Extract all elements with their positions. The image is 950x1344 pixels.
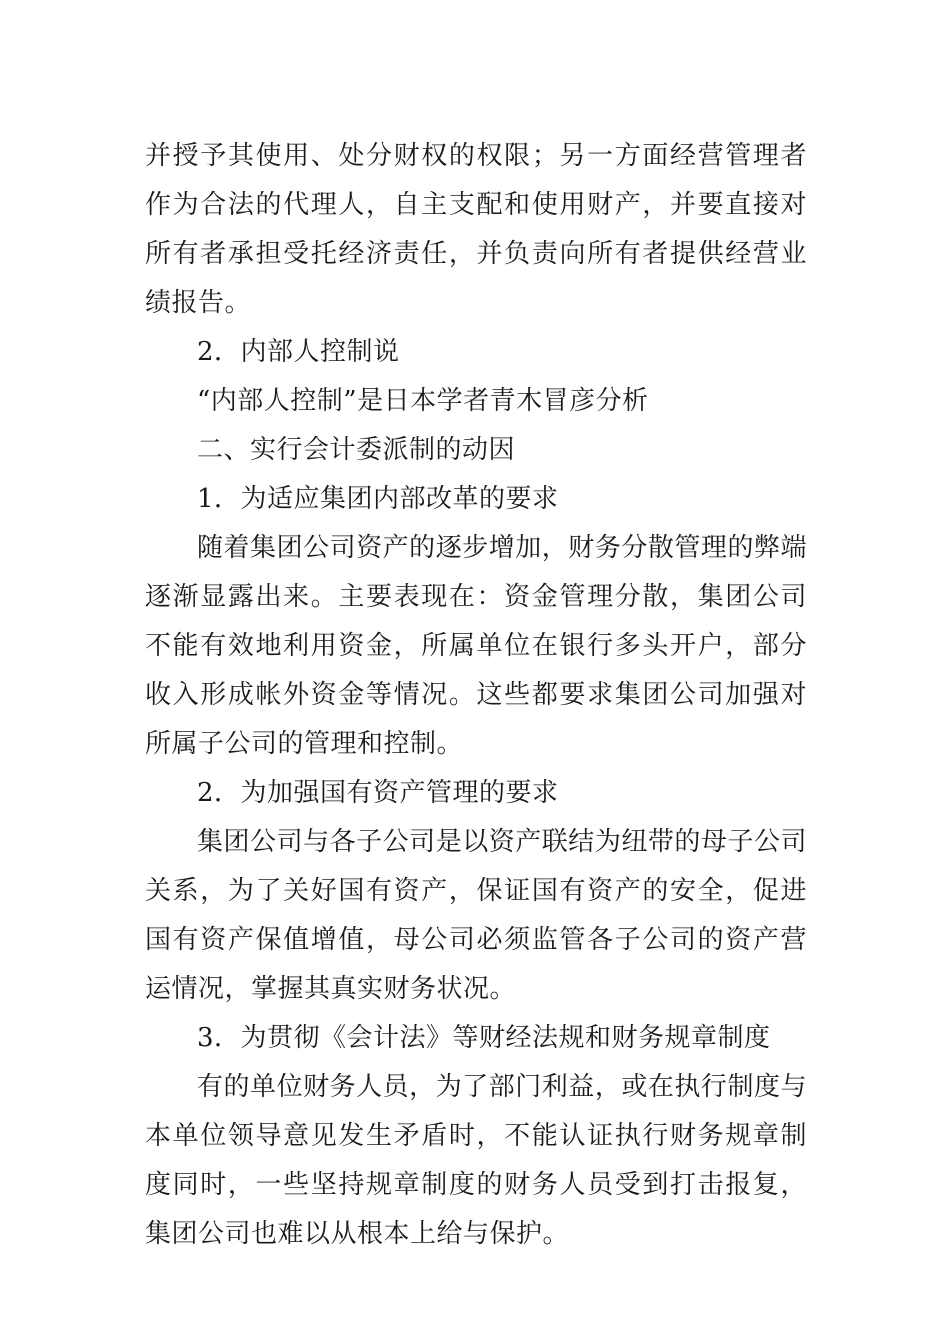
heading-reform: 1．为适应集团内部改革的要求 xyxy=(197,484,559,514)
heading-internal-control: 2．内部人控制说 xyxy=(197,337,400,367)
paragraph-internal-control: “内部人控制”是日本学者青木冒彦分析 xyxy=(197,386,649,416)
section-heading-motives: 二、实行会计委派制的动因 xyxy=(197,435,516,465)
paragraph-accounting-law: 有的单位财务人员，为了部门利益，或在执行制度与本单位领导意见发生矛盾时，不能认证执行财务规章制度同时，一些坚持规章制度的财务人员受到打击报复，集团公司也难以从根本上给与保护。 xyxy=(145,1072,807,1249)
paragraph-state-assets: 集团公司与各子公司是以资产联结为纽带的母子公司关系，为了关好国有资产，保证国有资产的安全，促进国有资产保值增值，母公司必须监管各子公司的资产营运情况，掌握其真实财务状况。 xyxy=(145,827,807,1004)
heading-accounting-law: 3．为贯彻《会计法》等财经法规和财务规章制度 xyxy=(197,1023,771,1053)
document-body xyxy=(145,132,807,1259)
heading-state-assets: 2．为加强国有资产管理的要求 xyxy=(197,778,559,808)
paragraph-1: 并授予其使用、处分财权的权限；另一方面经营管理者作为合法的代理人，自主支配和使用财产，并要直接对所有者承担受托经济责任，并负责向所有者提供经营业绩报告。 xyxy=(145,141,807,318)
paragraph-reform: 随着集团公司资产的逐步增加，财务分散管理的弊端逐渐显露出来。主要表现在：资金管理分散，集团公司不能有效地利用资金，所属单位在银行多头开户，部分收入形成帐外资金等情况。这些都要求集团公司加强对所属子公司的管理和控制。 xyxy=(145,533,807,759)
